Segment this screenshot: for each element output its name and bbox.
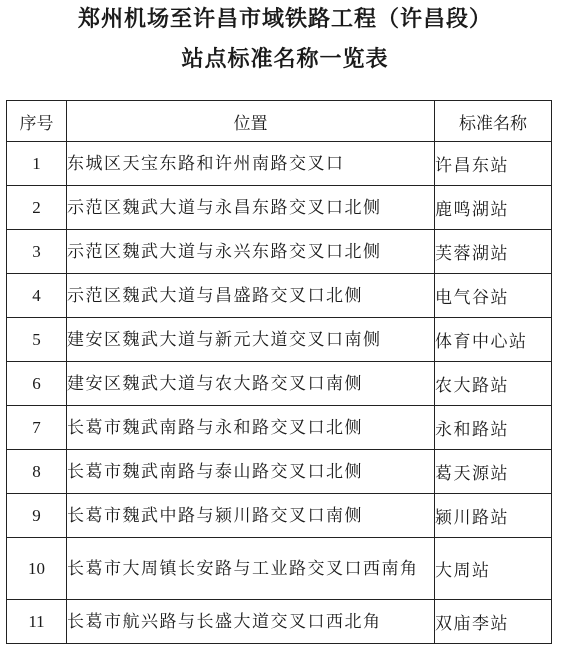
table-row	[7, 406, 552, 450]
table-row	[7, 318, 552, 362]
table-row	[7, 274, 552, 318]
table-row	[7, 538, 552, 600]
cell-serial-number: 1	[7, 142, 67, 186]
cell-station-name: 永和路站	[435, 406, 552, 450]
cell-location: 示范区魏武大道与永昌东路交叉口北侧	[67, 186, 435, 230]
cell-location: 建安区魏武大道与新元大道交叉口南侧	[67, 318, 435, 362]
cell-serial-number: 2	[7, 186, 67, 230]
table-row	[7, 230, 552, 274]
table-row	[7, 142, 552, 186]
table-row	[7, 494, 552, 538]
cell-location: 东城区天宝东路和许州南路交叉口	[67, 142, 435, 186]
station-names-table	[6, 100, 552, 644]
cell-station-name: 颍川路站	[435, 494, 552, 538]
cell-serial-number: 9	[7, 494, 67, 538]
cell-station-name: 体育中心站	[435, 318, 552, 362]
cell-serial-number: 6	[7, 362, 67, 406]
cell-serial-number: 7	[7, 406, 67, 450]
cell-location: 建安区魏武大道与农大路交叉口南侧	[67, 362, 435, 406]
cell-serial-number: 5	[7, 318, 67, 362]
cell-serial-number: 8	[7, 450, 67, 494]
cell-station-name: 农大路站	[435, 362, 552, 406]
cell-station-name: 芙蓉湖站	[435, 230, 552, 274]
cell-station-name: 电气谷站	[435, 274, 552, 318]
cell-serial-number: 10	[7, 538, 67, 600]
cell-station-name: 双庙李站	[435, 600, 552, 644]
cell-serial-number: 4	[7, 274, 67, 318]
cell-location: 长葛市魏武南路与永和路交叉口北侧	[67, 406, 435, 450]
cell-location: 示范区魏武大道与永兴东路交叉口北侧	[67, 230, 435, 274]
table-row	[7, 186, 552, 230]
table-row	[7, 450, 552, 494]
header-serial-number: 序号	[7, 101, 67, 142]
header-standard-name: 标准名称	[435, 101, 552, 142]
cell-location: 长葛市魏武南路与泰山路交叉口北侧	[67, 450, 435, 494]
cell-serial-number: 3	[7, 230, 67, 274]
cell-station-name: 许昌东站	[435, 142, 552, 186]
table-row	[7, 362, 552, 406]
cell-station-name: 葛天源站	[435, 450, 552, 494]
cell-station-name: 大周站	[435, 538, 552, 600]
cell-location: 长葛市航兴路与长盛大道交叉口西北角	[67, 600, 435, 644]
table-header-row	[7, 101, 552, 142]
cell-location: 示范区魏武大道与昌盛路交叉口北侧	[67, 274, 435, 318]
cell-location: 长葛市大周镇长安路与工业路交叉口西南角	[67, 538, 435, 600]
cell-location: 长葛市魏武中路与颍川路交叉口南侧	[67, 494, 435, 538]
document-subtitle: 站点标准名称一览表	[181, 47, 389, 72]
cell-station-name: 鹿鸣湖站	[435, 186, 552, 230]
document-title: 郑州机场至许昌市域铁路工程（许昌段）	[77, 7, 492, 32]
cell-serial-number: 11	[7, 600, 67, 644]
header-location: 位置	[67, 101, 435, 142]
table-row	[7, 600, 552, 644]
